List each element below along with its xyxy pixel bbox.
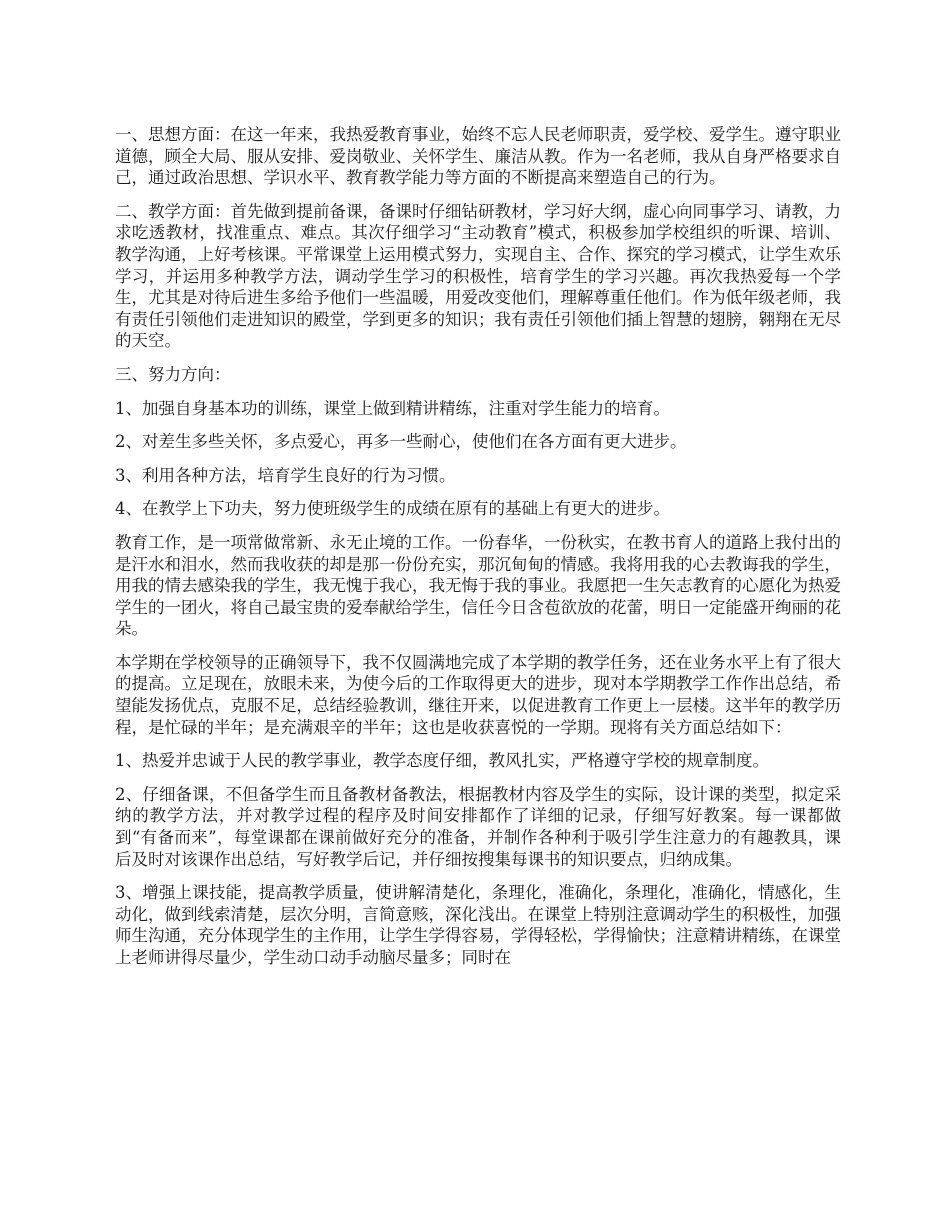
paragraph-direction-4: 4、在教学上下功夫，努力使班级学生的成绩在原有的基础上有更大的进步。 bbox=[115, 499, 670, 519]
paragraph-summary-1: 1、热爱并忠诚于人民的教学事业，教学态度仔细，教风扎实，严格遵守学校的规章制度。 bbox=[115, 751, 769, 771]
paragraph-direction-heading: 三、努力方向： bbox=[115, 364, 231, 384]
paragraph-direction-2: 2、对差生多些关怀，多点爱心，再多一些耐心，使他们在各方面有更大进步。 bbox=[115, 432, 687, 452]
paragraph-direction-3: 3、利用各种方法，培育学生良好的行为习惯。 bbox=[115, 465, 456, 485]
paragraph-semester-summary: 本学期在学校领导的正确领导下，我不仅圆满地完成了本学期的教学任务，还在业务水平上有了很大的提高。立足现在，放眼未来，为使今后的工作取得更大的进步，现对本学期教学工作作出总结，希望能发扬优点，克服不足，总结经验教训，继往开来，以促进教育工作更上一层楼。这半年的教学历程，是忙碌的半年；是充满艰辛的半年；这也是收获喜悦的一学期。现将有关方面总结如下： bbox=[115, 652, 841, 737]
paragraph-thought: 一、思想方面：在这一年来，我热爱教育事业，始终不忘人民老师职责，爱学校、爱学生。遵守职业道德，顾全大局、服从安排、爱岗敬业、关怀学生、廉洁从教。作为一名老师，我从自身严格要求自己，通过政治思想、学识水平、教育教学能力等方面的不断提高来塑造自己的行为。 bbox=[115, 125, 841, 188]
paragraph-teaching: 二、教学方面：首先做到提前备课，备课时仔细钻研教材，学习好大纲，虚心向同事学习、请教，力求吃透教材，找准重点、难点。其次仔细学习“主动教育”模式，积极参加学校组织的听课、培训、教学沟通，上好考核课。平常课堂上运用模式努力，实现自主、合作、探究的学习模式，让学生欢乐学习，并运用多种教学方法，调动学生学习的积极性，培育学生的学习兴趣。再次我热爱每一个学生，尤其是对待后进生多给予他们一些温暖，用爱改变他们，理解尊重任他们。作为低年级老师，我有责任引领他们走进知识的殿堂，学到更多的知识；我有责任引领他们插上智慧的翅膀，翱翔在无尽的天空。 bbox=[115, 201, 841, 351]
paragraph-education-work: 教育工作，是一项常做常新、永无止境的工作。一份春华，一份秋实，在教书育人的道路上我付出的是汗水和泪水，然而我收获的却是那一份份充实，那沉甸甸的情感。我将用我的心去教诲我的学生，用我的情去感染我的学生，我无愧于我心，我无悔于我的事业。我愿把一生矢志教育的心愿化为热爱学生的一团火，将自己最宝贵的爱奉献给学生，信任今日含苞欲放的花蕾，明日一定能盛开绚丽的花朵。 bbox=[115, 532, 841, 639]
paragraph-summary-3: 3、增强上课技能，提高教学质量，使讲解清楚化，条理化，准确化，条理化，准确化，情感化，生动化，做到线索清楚，层次分明，言简意赅，深化浅出。在课堂上特别注意调动学生的积极性，加强师生沟通，充分体现学生的主作用，让学生学得容易，学得轻松，学得愉快；注意精讲精练，在课堂上老师讲得尽量少，学生动口动手动脑尽量多；同时在 bbox=[115, 883, 841, 967]
paragraph-summary-2: 2、仔细备课，不但备学生而且备教材备教法，根据教材内容及学生的实际，设计课的类型，拟定采纳的教学方法，并对教学过程的程序及时间安排都作了详细的记录，仔细写好教案。每一课都做到“有备而来”，每堂课都在课前做好充分的准备，并制作各种利于吸引学生注意力的有趣教具，课后及时对该课作出总结，写好教学后记，并仔细按搜集每课书的知识要点，归纳成集。 bbox=[115, 784, 841, 869]
document-page bbox=[115, 124, 841, 981]
paragraph-direction-1: 1、加强自身基本功的训练，课堂上做到精讲精练，注重对学生能力的培育。 bbox=[115, 398, 670, 418]
